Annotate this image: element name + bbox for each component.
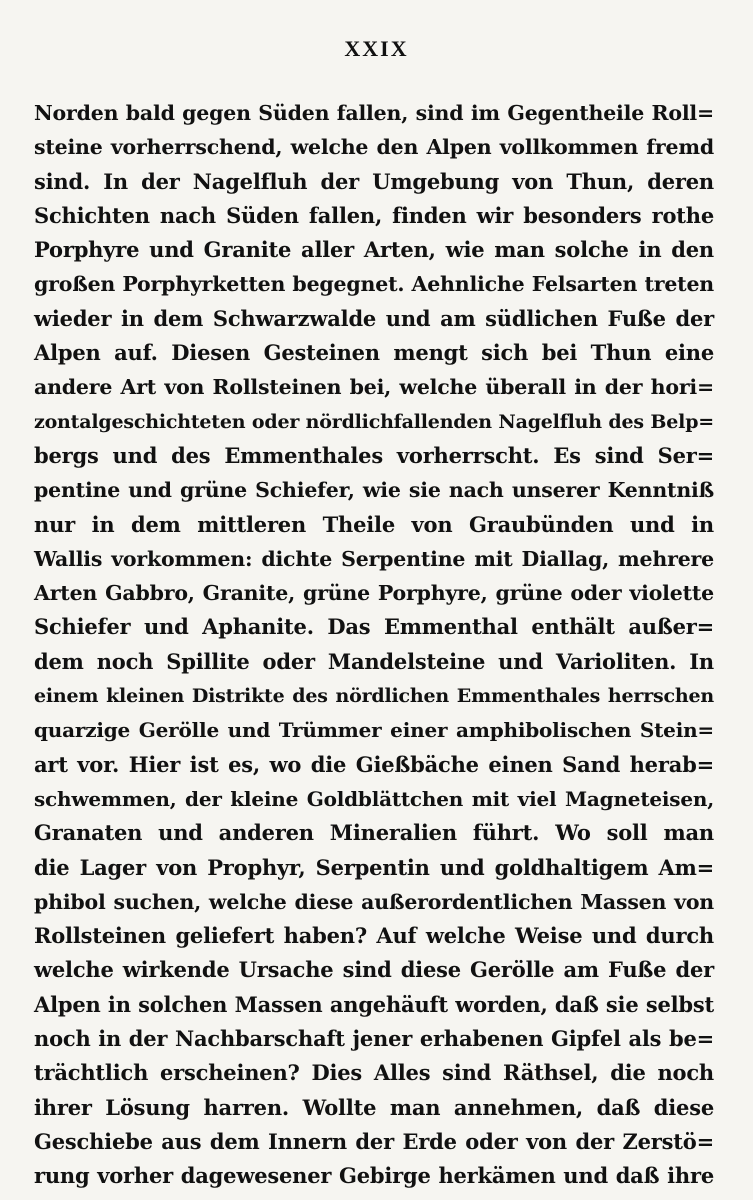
body-text <box>34 96 714 1194</box>
text-line: Alpen in solchen Massen angehäuft worden, daß sie selbst <box>34 991 714 1017</box>
text-line: Wallis vorkommen: dichte Serpentine mit Diallag, mehrere <box>34 546 714 571</box>
text-line: pentine und grüne Schiefer, wie sie nach unserer Kenntniß <box>34 478 714 503</box>
text-line: noch in der Nachbarschaft jener erhabenen Gipfel als be= <box>34 1026 714 1052</box>
text-line: trächtlich erscheinen? Dies Alles sind Räthsel, die noch <box>34 1060 714 1086</box>
text-line: Norden bald gegen Süden fallen, sind im Gegentheile Roll= <box>34 101 714 125</box>
text-line: zontalgeschichteten oder nördlichfallenden Nagelfluh des Belp= <box>34 410 714 433</box>
text-line: bergs und des Emmenthales vorherrscht. Es sind Ser= <box>34 442 714 468</box>
text-line: wieder in dem Schwarzwalde und am südlichen Fuße der <box>34 305 714 331</box>
text-line: Rollsteinen geliefert haben? Auf welche Weise und durch <box>34 923 714 949</box>
text-line: Geschiebe aus dem Innern der Erde oder von der Zerstö= <box>34 1128 714 1154</box>
text-line: steine vorherrschend, welche den Alpen vollkommen fremd <box>34 135 714 160</box>
text-line: Porphyre und Granite aller Arten, wie man solche in den <box>34 237 714 263</box>
text-line: andere Art von Rollsteinen bei, welche überall in der hori= <box>34 375 714 400</box>
text-line: ihrer Lösung harren. Wollte man annehmen, daß diese <box>34 1094 714 1120</box>
text-line: Schiefer und Aphanite. Das Emmenthal enthält außer= <box>34 614 714 640</box>
text-line: einem kleinen Distrikte des nördlichen Emmenthales herrschen <box>34 685 714 708</box>
text-line: die Lager von Prophyr, Serpentin und goldhaltigem Am= <box>34 854 714 880</box>
text-line: nur in dem mittleren Theile von Graubünden und in <box>34 511 714 537</box>
text-line: Granaten und anderen Mineralien führt. Wo soll man <box>34 820 714 846</box>
text-line: sind. In der Nagelfluh der Umgebung von Thun, deren <box>34 168 714 194</box>
page-number: XXIX <box>344 36 409 61</box>
text-line: quarzige Gerölle und Trümmer einer amphibolischen Stein= <box>34 718 714 743</box>
text-line: rung vorher dagewesener Gebirge herkämen und daß ihre <box>34 1163 714 1189</box>
text-line: welche wirkende Ursache sind diese Gerölle am Fuße der <box>34 957 714 983</box>
text-line: dem noch Spillite oder Mandelsteine und Varioliten. In <box>34 648 714 674</box>
text-line: großen Porphyrketten begegnet. Aehnliche Felsarten treten <box>34 272 714 297</box>
text-line: art vor. Hier ist es, wo die Gießbäche einen Sand herab= <box>34 751 714 777</box>
text-line: Alpen auf. Diesen Gesteinen mengt sich bei Thun eine <box>34 340 714 366</box>
text-line: schwemmen, der kleine Goldblättchen mit viel Magneteisen, <box>34 786 714 811</box>
text-line: Schichten nach Süden fallen, finden wir besonders rothe <box>34 202 714 228</box>
text-line: phibol suchen, welche diese außerordentlichen Massen von <box>34 889 714 914</box>
text-line: Arten Gabbro, Granite, grüne Porphyre, grüne oder violette <box>34 581 714 606</box>
